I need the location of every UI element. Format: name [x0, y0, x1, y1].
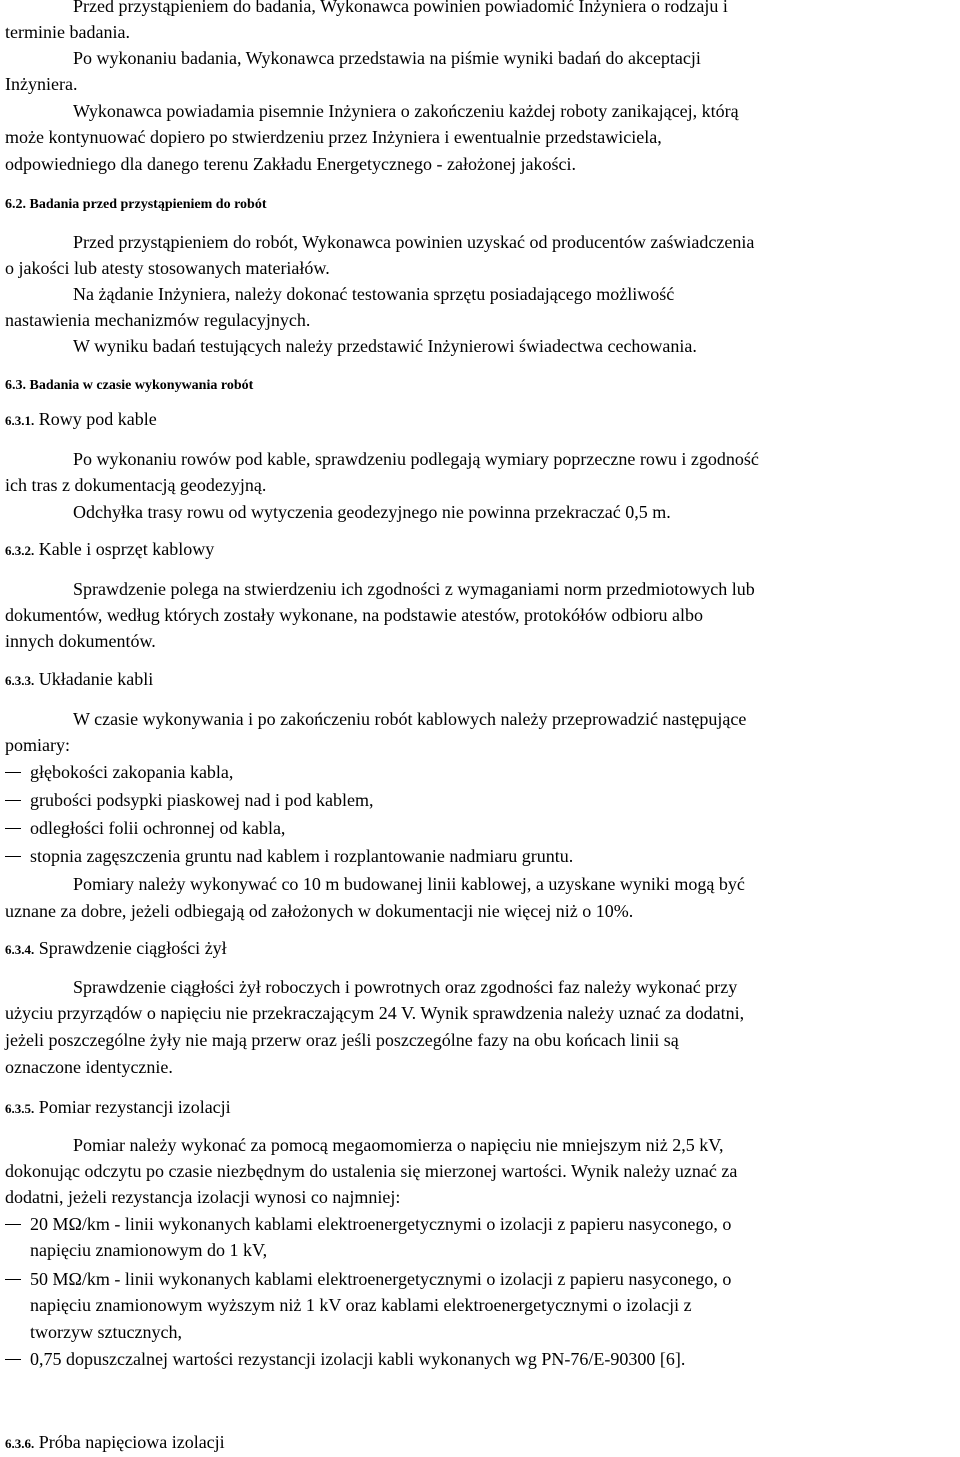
dash-bullet-icon [5, 856, 21, 857]
paragraph-line: Pomiary należy wykonywać co 10 m budowanej linii kablowej, a uzyskane wyniki mogą być [73, 874, 745, 894]
paragraph-line: oznaczone identycznie. [5, 1057, 173, 1077]
paragraph-line: Przed przystąpieniem do robót, Wykonawca powinien uzyskać od producentów zaświadczenia [73, 232, 755, 252]
subsection-title: Rowy pod kable [38, 409, 157, 429]
subsection-number: 6.3.3. [5, 673, 35, 688]
list-item: 20 MΩ/km - linii wykonanych kablami elektroenergetycznymi o izolacji z papieru nasyconego, o [30, 1214, 732, 1234]
list-item: głębokości zakopania kabla, [30, 762, 234, 782]
subsection-heading-6-3-2 [5, 538, 214, 562]
paragraph-line: pomiary: [5, 735, 70, 755]
list-item: stopnia zagęszczenia gruntu nad kablem i rozplantowanie nadmiaru gruntu. [30, 846, 574, 866]
paragraph-line: dokonując odczytu po czasie niezbędnym do ustalenia się mierzonej wartości. Wynik należy uznać za [5, 1161, 738, 1181]
subsection-heading-6-3-3 [5, 668, 153, 692]
list-item: 0,75 dopuszczalnej wartości rezystancji izolacji kabli wykonanych wg PN-76/E-90300 [6]. [30, 1349, 686, 1369]
intro-line: terminie badania. [5, 22, 130, 42]
dash-bullet-icon [5, 800, 21, 801]
subsection-title: Sprawdzenie ciągłości żył [38, 938, 227, 958]
intro-line: odpowiedniego dla danego terenu Zakładu Energetycznego - założonej jakości. [5, 154, 576, 174]
subsection-title: Kable i osprzęt kablowy [38, 539, 215, 559]
list-item: grubości podsypki piaskowej nad i pod kablem, [30, 790, 374, 810]
list-item: odległości folii ochronnej od kabla, [30, 818, 286, 838]
paragraph-line: W czasie wykonywania i po zakończeniu robót kablowych należy przeprowadzić następujące [73, 709, 747, 729]
subsection-heading-6-3-4 [5, 937, 227, 961]
subsection-title: Pomiar rezystancji izolacji [38, 1097, 231, 1117]
subsection-title: Układanie kabli [38, 669, 154, 689]
paragraph-line: Pomiar należy wykonać za pomocą megaomomierza o napięciu nie mniejszym niż 2,5 kV, [73, 1135, 724, 1155]
intro-line: może kontynuować dopiero po stwierdzeniu przez Inżyniera i ewentualnie przedstawiciela, [5, 127, 662, 147]
list-item-continuation: napięciu znamionowym wyższym niż 1 kV oraz kablami elektroenergetycznymi o izolacji z [30, 1295, 692, 1315]
subsection-title: Próba napięciowa izolacji [38, 1432, 225, 1452]
list-item-continuation: tworzyw sztucznych, [30, 1322, 182, 1342]
section-heading-6-3: 6.3. Badania w czasie wykonywania robót [5, 378, 254, 393]
paragraph-line: dokumentów, według których zostały wykonane, na podstawie atestów, protokółów odbioru albo [5, 605, 704, 625]
paragraph-line: Po wykonaniu rowów pod kable, sprawdzeniu podlegają wymiary poprzeczne rowu i zgodność [73, 449, 759, 469]
subsection-heading-6-3-6 [5, 1431, 225, 1455]
paragraph-line: Sprawdzenie ciągłości żył roboczych i powrotnych oraz zgodności faz należy wykonać przy [73, 977, 738, 997]
intro-line: Wykonawca powiadamia pisemnie Inżyniera o zakończeniu każdej roboty zanikającej, którą [73, 101, 739, 121]
subsection-number: 6.3.1. [5, 413, 35, 428]
dash-bullet-icon [5, 1279, 21, 1280]
paragraph-line: innych dokumentów. [5, 631, 156, 651]
subsection-number: 6.3.5. [5, 1101, 35, 1116]
paragraph-line: W wyniku badań testujących należy przedstawić Inżynierowi świadectwa cechowania. [73, 336, 697, 356]
dash-bullet-icon [5, 1224, 21, 1225]
paragraph-line: Odchyłka trasy rowu od wytyczenia geodezyjnego nie powinna przekraczać 0,5 m. [73, 502, 671, 522]
dash-bullet-icon [5, 1359, 21, 1360]
paragraph-line: jeżeli poszczególne żyły nie mają przerw oraz jeśli poszczególne fazy na obu końcach linii są [5, 1030, 679, 1050]
paragraph-line: uznane za dobre, jeżeli odbiegają od założonych w dokumentacji nie więcej niż o 10%. [5, 901, 634, 921]
paragraph-line: dodatni, jeżeli rezystancja izolacji wynosi co najmniej: [5, 1187, 401, 1207]
paragraph-line: Sprawdzenie polega na stwierdzeniu ich zgodności z wymaganiami norm przedmiotowych lub [73, 579, 755, 599]
paragraph-line: Na żądanie Inżyniera, należy dokonać testowania sprzętu posiadającego możliwość [73, 284, 675, 304]
section-heading-6-2: 6.2. Badania przed przystąpieniem do robót [5, 197, 267, 212]
intro-line: Przed przystąpieniem do badania, Wykonawca powinien powiadomić Inżyniera o rodzaju i [73, 0, 728, 16]
list-item: 50 MΩ/km - linii wykonanych kablami elektroenergetycznymi o izolacji z papieru nasyconego, o [30, 1269, 732, 1289]
subsection-number: 6.3.4. [5, 942, 35, 957]
subsection-number: 6.3.2. [5, 543, 35, 558]
paragraph-line: użyciu przyrządów o napięciu nie przekraczającym 24 V. Wynik sprawdzenia należy uznać za dodatni, [5, 1003, 745, 1023]
intro-line: Inżyniera. [5, 74, 78, 94]
intro-line: Po wykonaniu badania, Wykonawca przedstawia na piśmie wyniki badań do akceptacji [73, 48, 701, 68]
paragraph-line: nastawienia mechanizmów regulacyjnych. [5, 310, 311, 330]
paragraph-line: o jakości lub atesty stosowanych materiałów. [5, 258, 330, 278]
subsection-heading-6-3-5 [5, 1096, 231, 1120]
dash-bullet-icon [5, 828, 21, 829]
subsection-heading-6-3-1 [5, 408, 157, 432]
dash-bullet-icon [5, 772, 21, 773]
paragraph-line: ich tras z dokumentacją geodezyjną. [5, 475, 267, 495]
list-item-continuation: napięciu znamionowym do 1 kV, [30, 1240, 268, 1260]
subsection-number: 6.3.6. [5, 1436, 35, 1451]
